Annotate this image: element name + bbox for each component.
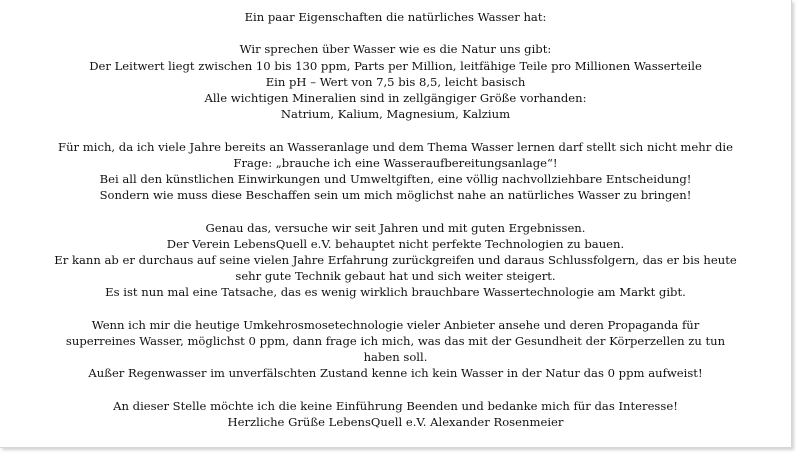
text-line: Bei all den künstlichen Einwirkungen und Umweltgiften, eine völlig nachvollziehbare Entscheidung! [99,172,692,186]
association-paragraph [0,220,791,301]
closing-paragraph [0,398,791,430]
decision-paragraph [0,139,791,204]
text-line: Es ist nun mal eine Tatsache, das es wenig wirklich brauchbare Wassertechnologie am Markt gibt. [105,285,686,300]
text-line: Für mich, da ich viele Jahre bereits an Wasseranlage und dem Thema Wasser lernen darf stellt sich nicht mehr die [58,139,733,154]
text-line: Ein pH – Wert von 7,5 bis 8,5, leicht basisch [265,74,526,89]
text-line: Wenn ich mir die heutige Umkehrosmosetechnologie vieler Anbieter ansehe und deren Propaganda für [91,317,700,332]
text-line: Er kann ab er durchaus auf seine vielen Jahre Erfahrung zurückgreifen und daraus Schlussfolgern, das er bis heute [54,253,737,267]
text-line: haben soll. [363,350,428,365]
nature-water-paragraph [0,41,791,122]
osmosis-paragraph [0,317,791,382]
text-line: Alle wichtigen Mineralien sind in zellgängiger Größe vorhanden: [204,91,587,105]
text-line: Der Leitwert liegt zwischen 10 bis 130 ppm, Parts per Million, leitfähige Teile pro Millionen Wasserteile [89,58,702,73]
text-line: An dieser Stelle möchte ich die keine Einführung Beenden und bedanke mich für das Interesse! [113,398,678,413]
text-line: superreines Wasser, möglichst 0 ppm, dann frage ich mich, was das mit der Gesundheit der Körperzellen zu tun [65,334,726,348]
text-line: Der Verein LebensQuell e.V. behauptet nicht perfekte Technologien zu bauen. [166,236,625,251]
heading-paragraph [0,9,791,25]
text-line: Außer Regenwasser im unverfälschten Zustand kenne ich kein Wasser in der Natur das 0 ppm aufweist! [88,366,703,381]
text-line: Wir sprechen über Wasser wie es die Natur uns gibt: [239,42,552,57]
text-line: sehr gute Technik gebaut hat und sich weiter steigert. [235,269,556,284]
text-line: Frage: „brauche ich eine Wasseraufbereitungsanlage“! [233,155,558,170]
text-line: Natrium, Kalium, Magnesium, Kalzium [280,107,511,122]
text-line: Sondern wie muss diese Beschaffen sein um mich möglichst nahe an natürliches Wasser zu bringen! [99,188,692,203]
heading-line: Ein paar Eigenschaften die natürliches Wasser hat: [244,10,547,24]
signature-line: Herzliche Grüße LebensQuell e.V. Alexander Rosenmeier [227,415,564,429]
text-line: Genau das, versuche wir seit Jahren und mit guten Ergebnissen. [205,220,586,235]
